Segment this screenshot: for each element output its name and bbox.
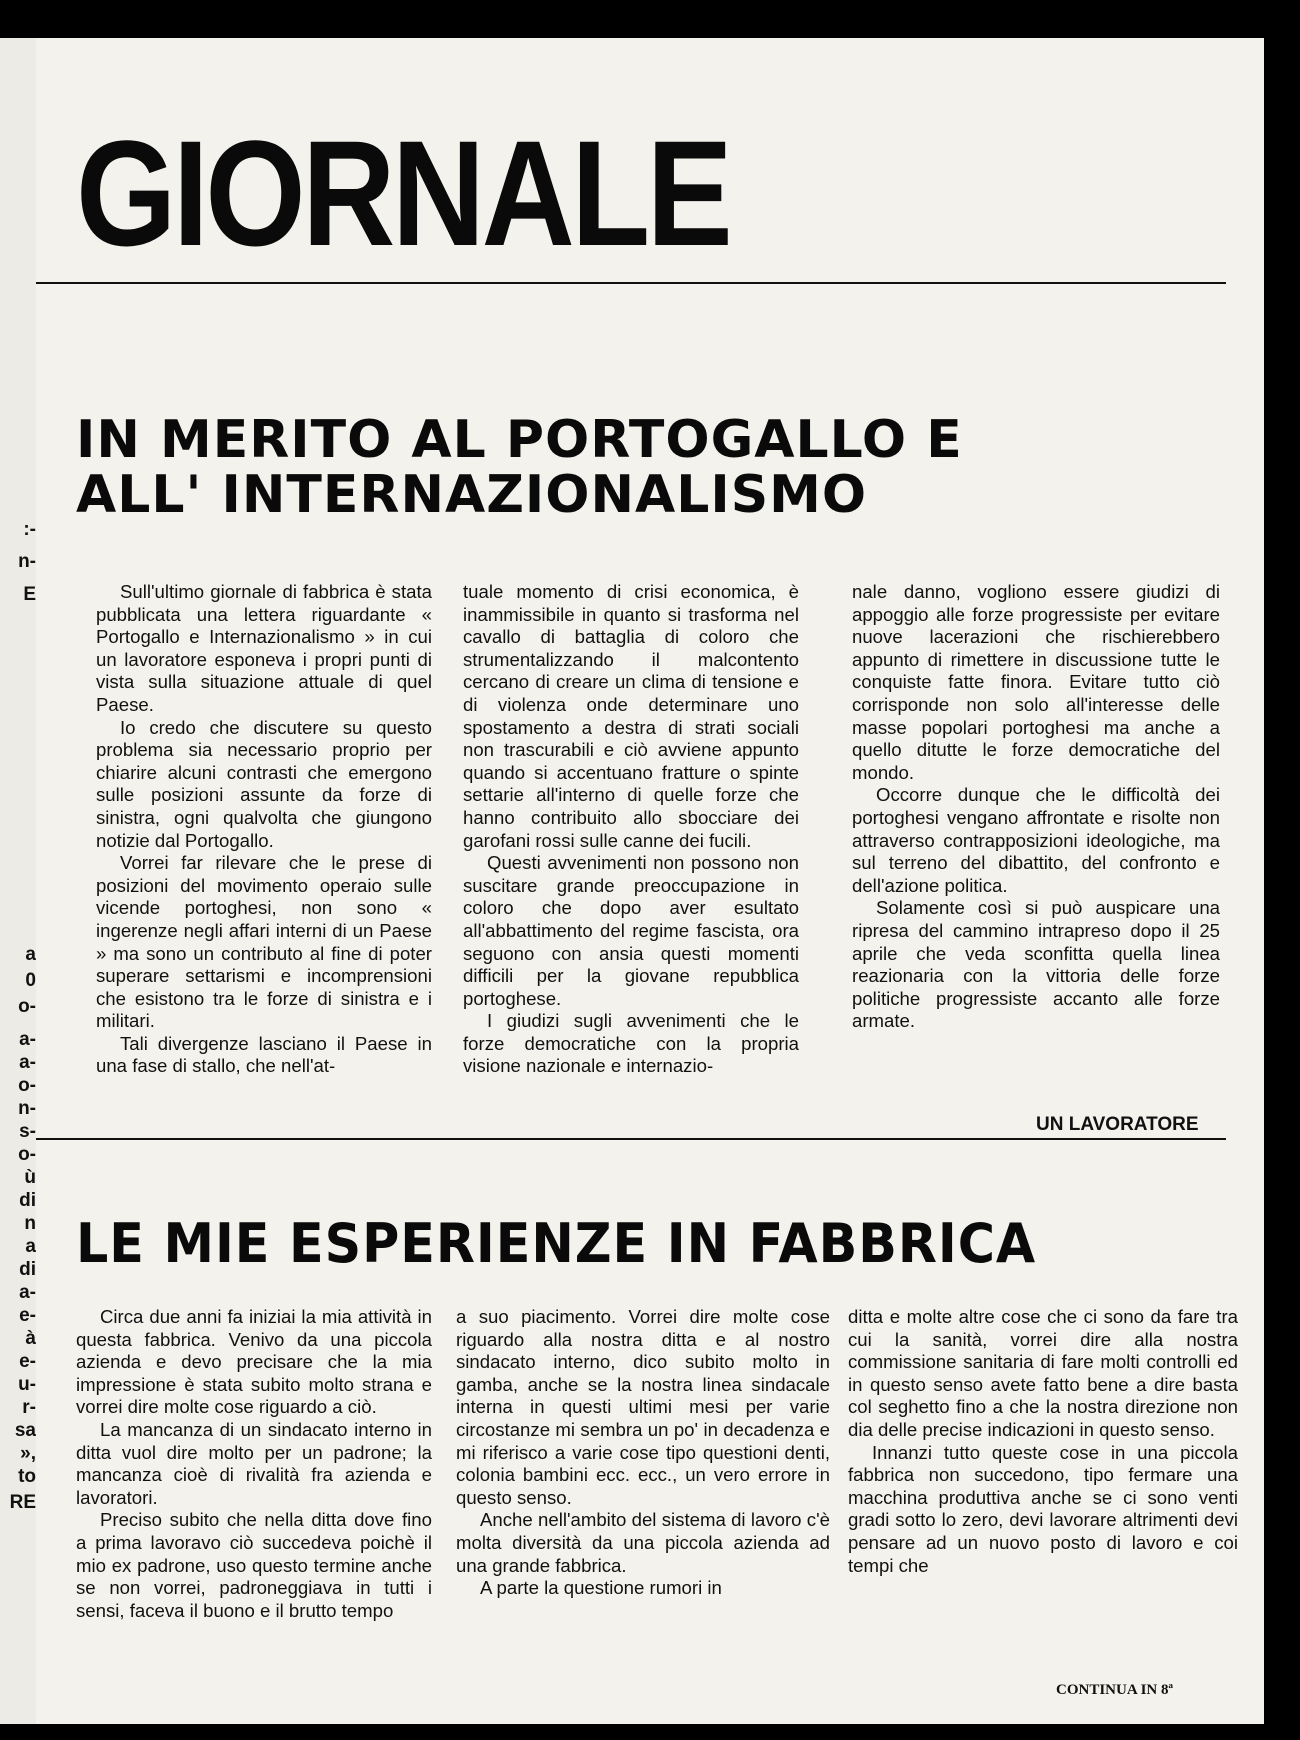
newspaper-page (36, 38, 1264, 1724)
article2-column-1 (76, 1306, 432, 1622)
adjacent-page-fragment: sa (14, 1420, 36, 1441)
continued-on-page-note: CONTINUA IN 8ª (1056, 1682, 1174, 1698)
article1-headline-line1: IN MERITO AL PORTOGALLO E (76, 410, 963, 470)
adjacent-page-fragment: e- (19, 1305, 36, 1326)
article1-paragraph: I giudizi sugli avvenimenti che le forze democratiche con la propria visione nazionale e internazio- (463, 1010, 799, 1077)
adjacent-page-fragment: e- (19, 1351, 36, 1372)
adjacent-page-fragment: :- (23, 519, 36, 540)
adjacent-page-fragment: s- (19, 1121, 36, 1142)
adjacent-page-fragment: r- (22, 1397, 36, 1418)
article1-paragraph: Solamente così si può auspicare una ripresa del cammino intrapreso dopo il 25 aprile che veda sconfitta quella linea reazionaria con la vittoria delle forze politiche progressiste accanto alle forze armate. (852, 897, 1220, 1032)
article1-paragraph: nale danno, vogliono essere giudizi di appoggio alle forze progressiste per evitare nuove lacerazioni che rischierebbero appunto di rimettere in discussione tutte le conquiste fatte finora. Evitare tutto ciò corrisponde non solo all'interesse delle masse popolari portoghesi ma anche a quello ditutte le forze democratiche del mondo. (852, 581, 1220, 783)
adjacent-page-fragment: RE (9, 1492, 36, 1513)
article1-paragraph: Tali divergenze lasciano il Paese in una fase di stallo, che nell'at- (96, 1032, 432, 1077)
adjacent-page-fragment: n (24, 1213, 36, 1234)
adjacent-page-fragment: a (25, 944, 36, 965)
article2-paragraph: Innanzi tutto queste cose in una piccola fabbrica non succedono, tipo fermare una macchina produttiva anche se ci sono venti gradi sotto lo zero, devi lavorare altrimenti devi pensare ad un nuovo posto di lavoro e coi tempi che (848, 1441, 1238, 1576)
adjacent-page-fragment: di (19, 1259, 36, 1280)
article1-paragraph: Occorre dunque che le difficoltà dei portoghesi vengano affrontate e risolte non attraverso contrapposizioni ideologiche, ma sul terreno del dibattito, del confronto e dell'azione politica. (852, 784, 1220, 896)
article1-column-2 (463, 581, 799, 1078)
adjacent-page-fragment: n- (18, 1098, 36, 1119)
masthead-title: GIORNALE (76, 109, 730, 277)
article2-paragraph: a suo piacimento. Vorrei dire molte cose riguardo alla nostra ditta e al nostro sindacato interno, dico subito molto in gamba, anche se la nostra linea sindacale interna in questi ultimi mesi per varie circostanze mi sembra un po' in decadenza e mi riferisco a varie cose tipo questioni denti, colonia bambini ecc. ecc., un vero errore in questo senso. (456, 1306, 830, 1508)
adjacent-page-fragment: a- (19, 1029, 36, 1050)
article2-column-3 (848, 1306, 1238, 1577)
adjacent-page-fragment: ù (24, 1167, 36, 1188)
article1-column-3 (852, 581, 1220, 1033)
article1-paragraph: Vorrei far rilevare che le prese di posizioni del movimento operaio sulle vicende portoghesi, non sono « ingerenze negli affari interni di un Paese » ma sono un contributo al fine di poter superare settarismi e incomprensioni che esistono tra le forze di sinistra e i militari. (96, 852, 432, 1032)
masthead-rule (36, 282, 1226, 284)
adjacent-page-fragment: o- (18, 1075, 36, 1096)
adjacent-page-fragment: n- (18, 551, 36, 572)
article1-column-1 (96, 581, 432, 1078)
article2-paragraph: A parte la questione rumori in (480, 1577, 722, 1599)
adjacent-page-fragment: o- (18, 1144, 36, 1165)
article1-headline-line2: ALL' INTERNAZIONALISMO (76, 464, 868, 525)
article1-paragraph: Sull'ultimo giornale di fabbrica è stata pubblicata una lettera riguardante « Portogallo e Internazionalismo » in cui un lavoratore esponeva i propri punti di vista sulla situazione attuale di quel Paese. (96, 581, 432, 715)
adjacent-page-fragment: 0 (25, 970, 36, 991)
article2-column-2 (456, 1306, 830, 1600)
article1-paragraph: Questi avvenimenti non possono non suscitare grande preoccupazione in coloro che dopo aver esultato all'abbattimento del regime fascista, ora seguono con ansia questi momenti difficili per la giovane repubblica portoghese. (463, 852, 799, 1009)
article2-paragraph: Circa due anni fa iniziai la mia attività in questa fabbrica. Venivo da una piccola azienda e devo precisare che la mia impressione è stata subito molto strana e vorrei dire molte cose riguardo a ciò. (76, 1306, 432, 1418)
article1-signature: UN LAVORATORE (1036, 1114, 1199, 1135)
adjacent-page-fragment: u- (18, 1374, 36, 1395)
article1-paragraph: tuale momento di crisi economica, è inammissibile in quanto si trasforma nel cavallo di battaglia di coloro che strumentalizzando il malcontento cercano di creare un clima di tensione e di violenza onde determinare uno spostamento a destra di strati sociali non trascurabili e ciò avviene appunto quando si accentuano fratture o spinte settarie all'interno di quelle forze che hanno contribuito allo sbocciare dei garofani rossi sulle canne dei fucili. (463, 581, 799, 851)
article2-paragraph: ditta e molte altre cose che ci sono da fare tra cui la sanità, vorrei dire alla nostra commissione sanitaria di fare molti controlli ed in questo senso avete fatto bene a dire basta col seghetto fino a che la nostra direzione non dia delle precise indicazioni in questo senso. (848, 1306, 1238, 1440)
adjacent-page-fragment: di (19, 1190, 36, 1211)
adjacent-page-fragment: o- (18, 996, 36, 1017)
article1-paragraph: Io credo che discutere su questo problema sia necessario proprio per chiarire alcuni contrasti che emergono sulle posizioni assunte da forze di sinistra, ogni qualvolta che giungono notizie dal Portogallo. (96, 716, 432, 851)
adjacent-page-fragment: E (23, 584, 36, 605)
adjacent-page-fragment: a- (19, 1282, 36, 1303)
article2-headline: LE MIE ESPERIENZE IN FABBRICA (76, 1212, 1037, 1275)
adjacent-page-fragment: a- (19, 1052, 36, 1073)
article1-headline (76, 410, 1236, 525)
adjacent-page-fragment: à (25, 1328, 36, 1349)
article2-paragraph: Anche nell'ambito del sistema di lavoro c'è molta diversità da una piccola azienda ad una grande fabbrica. (456, 1509, 830, 1576)
adjacent-page-fragment: a (25, 1236, 36, 1257)
article2-paragraph: La mancanza di un sindacato interno in ditta vuol dire molto per un padrone; la mancanza cioè di rivalità fra azienda e lavoratori. (76, 1418, 432, 1508)
adjacent-page-fragment: », (20, 1443, 36, 1464)
adjacent-page-fragment: to (18, 1466, 36, 1487)
adjacent-page-strip (0, 38, 36, 1724)
article-separator-rule (36, 1138, 1226, 1140)
article2-paragraph: Preciso subito che nella ditta dove fino a prima lavoravo ciò succedeva poichè il mio ex padrone, uso questo termine anche se non vorrei, padroneggiava in tutti i sensi, faceva il buono e il brutto tempo (76, 1509, 432, 1621)
